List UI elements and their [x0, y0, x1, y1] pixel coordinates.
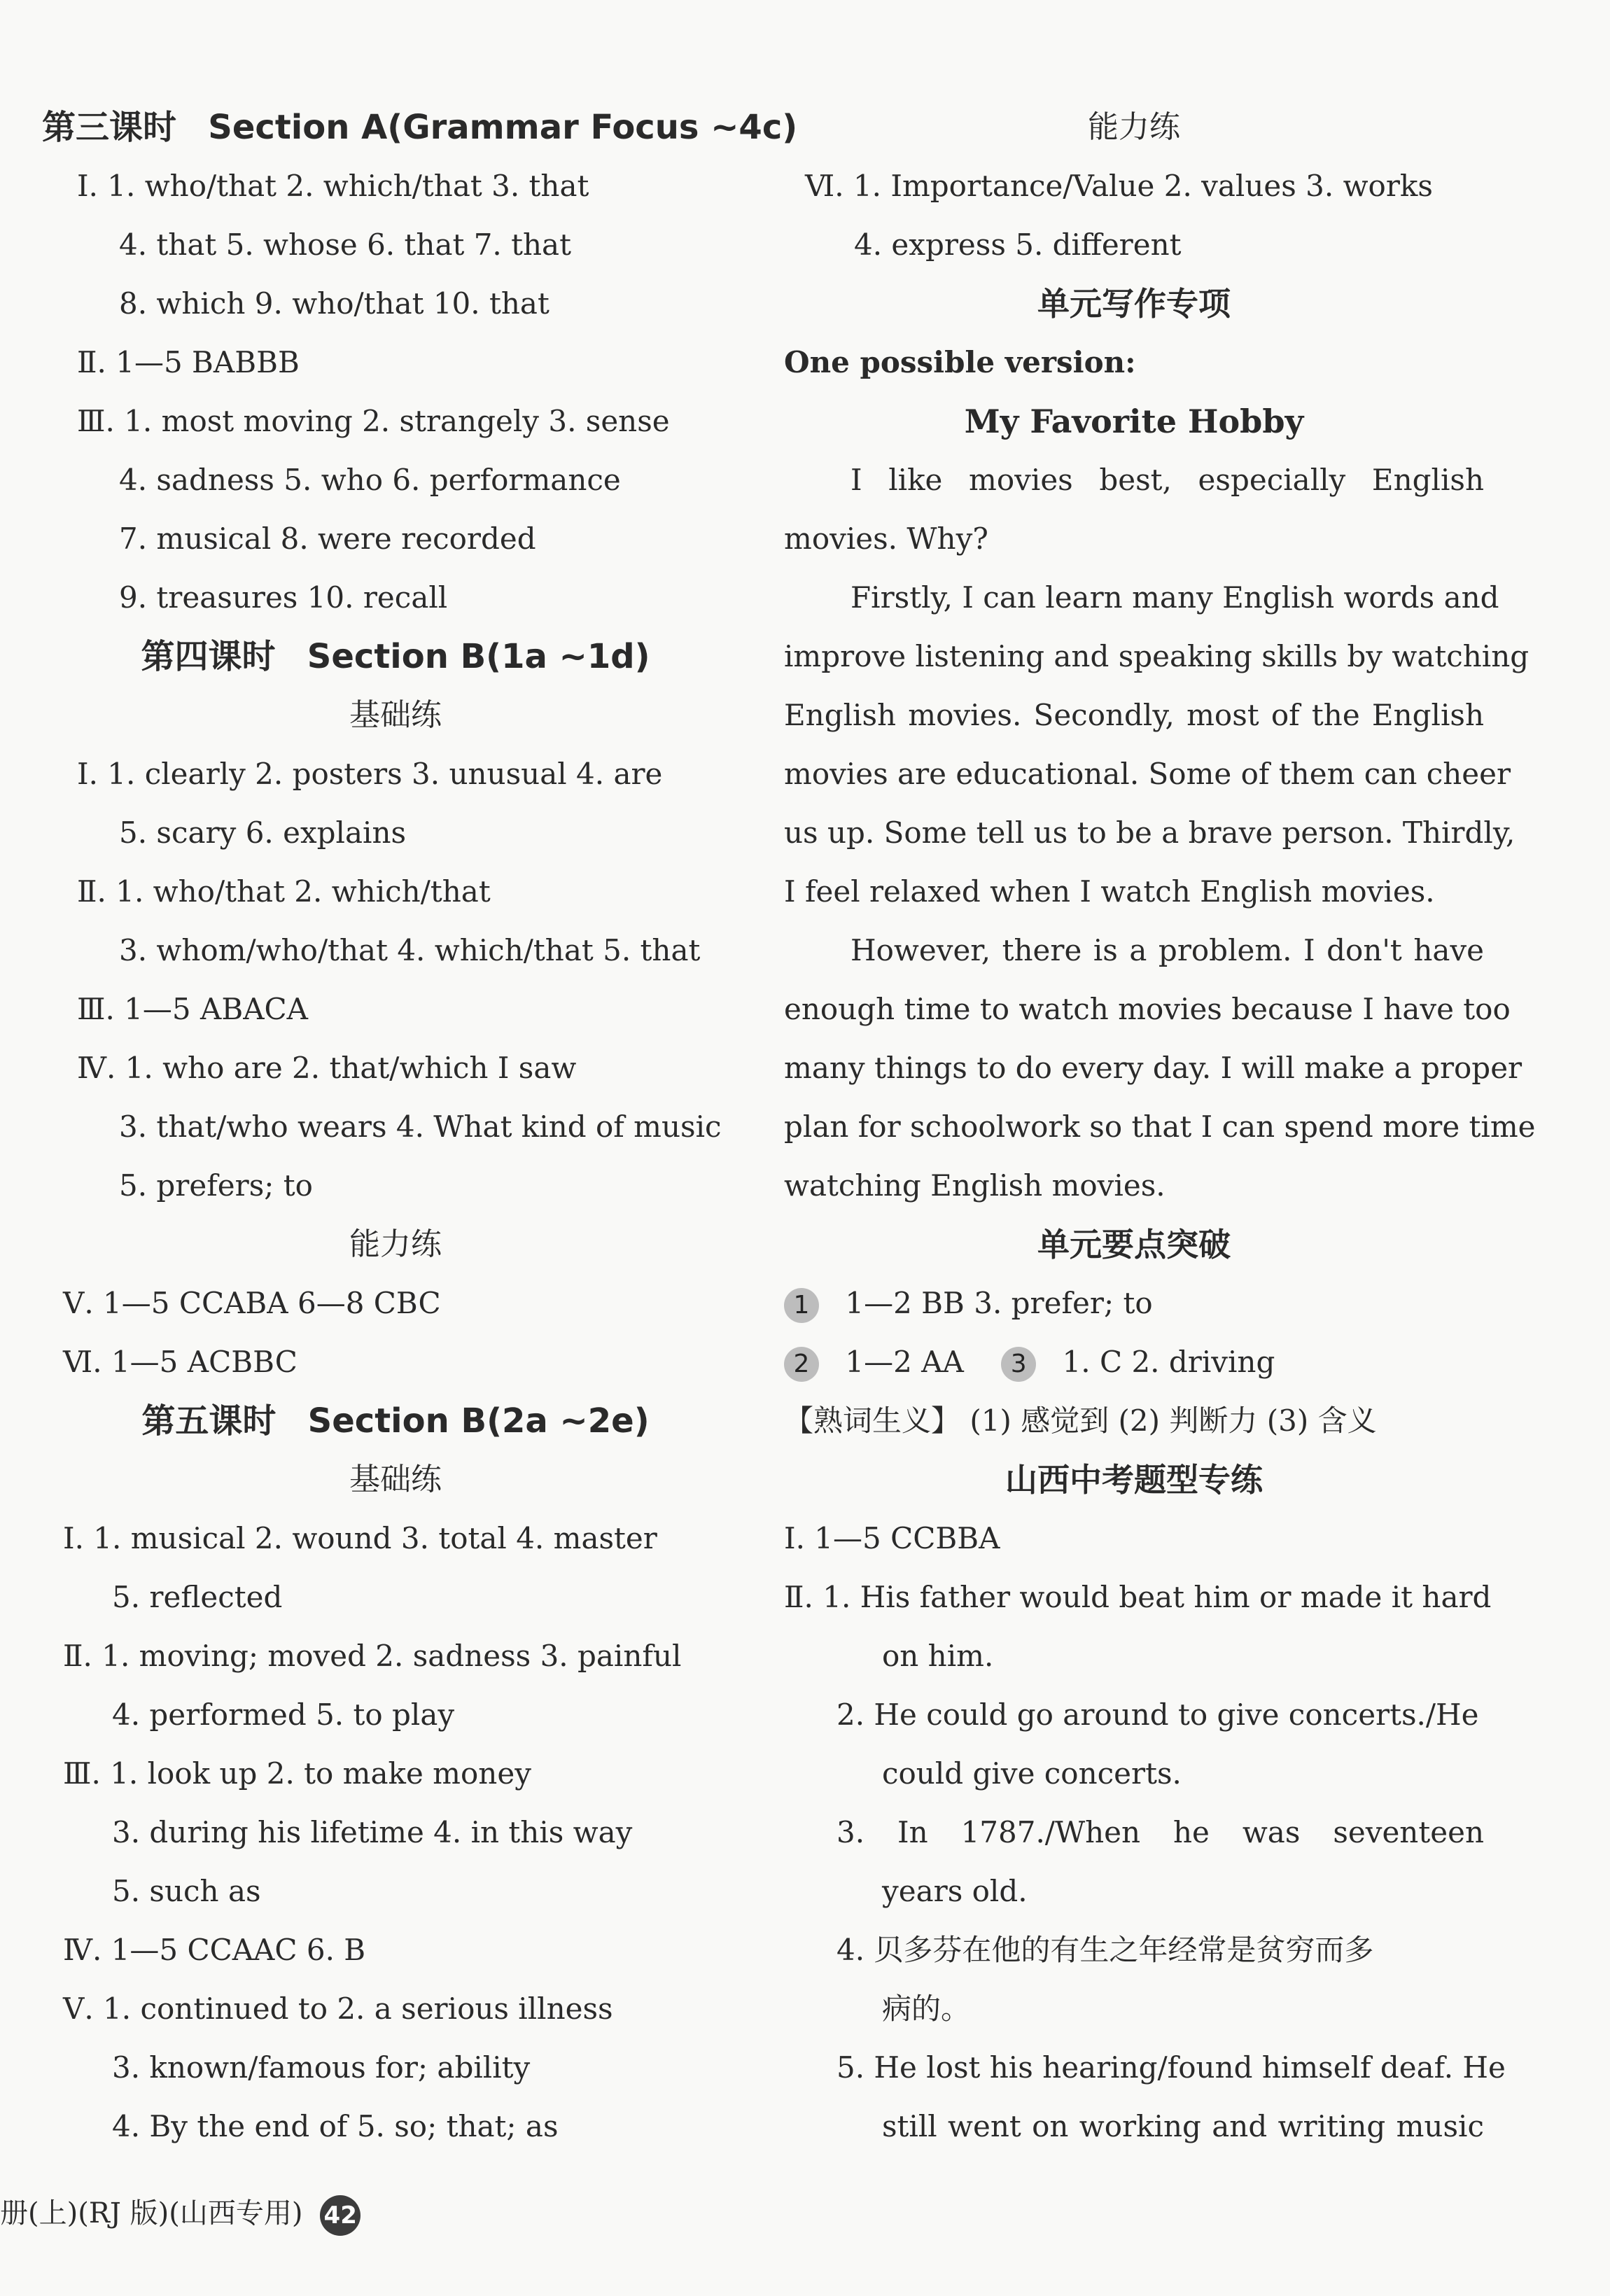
- basic-practice-heading: 基础练: [349, 1462, 442, 1497]
- lesson-4-en: Section B(1a ~1d): [307, 637, 650, 676]
- answer-line: Ⅱ. 1. who/that 2. which/that: [77, 874, 491, 909]
- answer-line: 3. In 1787./When he was seventeen: [836, 1815, 1484, 1849]
- essay-line: movies are educational. Some of them can cheer: [784, 757, 1511, 791]
- key-point-text: 1—2 BB 3. prefer; to: [845, 1286, 1153, 1320]
- ability-practice-heading: 能力练: [1088, 109, 1180, 145]
- essay-line: improve listening and speaking skills by watching: [784, 639, 1530, 673]
- answer-line: 5. such as: [112, 1874, 261, 1908]
- answer-line: Ⅰ. 1. who/that 2. which/that 3. that: [77, 169, 589, 203]
- ability-practice-heading: 能力练: [349, 1226, 442, 1262]
- answer-line: 5. prefers; to: [119, 1168, 313, 1203]
- essay-line: many things to do every day. I will make a proper: [784, 1051, 1522, 1085]
- key-point-text: 1. C 2. driving: [1062, 1345, 1275, 1379]
- lesson-5-en: Section B(2a ~2e): [307, 1401, 650, 1441]
- answer-line: 3. during his lifetime 4. in this way: [112, 1815, 633, 1849]
- key-points-title: 单元要点突破: [1037, 1226, 1231, 1264]
- familiar-word-new-meaning: 【熟词生义】 (1) 感觉到 (2) 判断力 (3) 含义: [784, 1404, 1377, 1438]
- key-point-line: [784, 1333, 1484, 1392]
- essay-line: However, there is a problem. I don't have: [850, 933, 1484, 967]
- answer-line: 2. He could go around to give concerts./He: [836, 1698, 1479, 1732]
- answer-line: 4. performed 5. to play: [112, 1698, 455, 1732]
- essay-line: enough time to watch movies because I have too: [784, 992, 1511, 1026]
- lesson-4-cn: 第四课时: [141, 637, 276, 676]
- answer-line: Ⅵ. 1. Importance/Value 2. values 3. works: [805, 169, 1433, 203]
- basic-practice-heading: 基础练: [349, 697, 442, 733]
- answer-line: 4. express 5. different: [854, 227, 1182, 262]
- answer-line: Ⅲ. 1. look up 2. to make money: [63, 1756, 531, 1791]
- lesson-3-title: [42, 98, 798, 157]
- answer-line: Ⅴ. 1. continued to 2. a serious illness: [63, 1991, 613, 2026]
- essay-title: My Favorite Hobby: [964, 402, 1304, 440]
- lesson-3-en: Section A(Grammar Focus ~4c): [208, 108, 798, 147]
- shanxi-exam-title: 山西中考题型专练: [1005, 1461, 1263, 1499]
- answer-line: 病的。: [882, 1991, 971, 2026]
- lesson-5-cn: 第五课时: [141, 1401, 276, 1441]
- lesson-3-cn: 第三课时: [42, 108, 177, 147]
- answer-line: Ⅱ. 1. His father would beat him or made it hard: [784, 1580, 1492, 1614]
- number-badge: 2: [784, 1347, 819, 1382]
- essay-line: English movies. Secondly, most of the English: [784, 698, 1484, 732]
- essay-line: us up. Some tell us to be a brave person. Thirdly,: [784, 816, 1516, 850]
- left-column: [42, 98, 798, 2156]
- answer-line: Ⅰ. 1. musical 2. wound 3. total 4. master: [63, 1521, 657, 1555]
- answer-line: 3. that/who wears 4. What kind of music: [119, 1110, 722, 1144]
- footer-text: 册(上)(RJ 版)(山西专用): [0, 2197, 303, 2230]
- answer-line: years old.: [882, 1874, 1028, 1908]
- essay-line: Firstly, I can learn many English words and: [850, 580, 1499, 615]
- answer-line: Ⅱ. 1—5 BABBB: [77, 345, 300, 379]
- answer-line: Ⅳ. 1—5 CCAAC 6. B: [63, 1933, 366, 1967]
- number-badge: 3: [1001, 1347, 1036, 1382]
- answer-line: 8. which 9. who/that 10. that: [119, 286, 550, 321]
- essay-line: plan for schoolwork so that I can spend more time: [784, 1110, 1536, 1144]
- page-number: 42: [320, 2195, 360, 2236]
- key-point-line: [784, 1274, 1484, 1333]
- answer-line: Ⅳ. 1. who are 2. that/which I saw: [77, 1051, 577, 1085]
- lesson-5-title: [42, 1392, 749, 1450]
- answer-line: Ⅲ. 1. most moving 2. strangely 3. sense: [77, 404, 670, 438]
- answer-line: 5. reflected: [112, 1580, 283, 1614]
- essay-line: I like movies best, especially English: [850, 463, 1484, 497]
- right-column: [784, 98, 1536, 2156]
- answer-line: could give concerts.: [882, 1756, 1182, 1791]
- answer-line: 7. musical 8. were recorded: [119, 522, 536, 556]
- key-point-text: 1—2 AA: [845, 1345, 964, 1379]
- answer-line: on him.: [882, 1639, 994, 1673]
- version-label: One possible version:: [784, 345, 1136, 379]
- answer-line: 3. whom/who/that 4. which/that 5. that: [119, 933, 701, 967]
- answer-line: 3. known/famous for; ability: [112, 2050, 531, 2085]
- answer-line: Ⅰ. 1—5 CCBBA: [784, 1521, 1000, 1555]
- essay-line: movies. Why?: [784, 522, 988, 556]
- answer-line: 4. 贝多芬在他的有生之年经常是贫穷而多: [836, 1933, 1374, 1967]
- answer-line: still went on working and writing music: [882, 2109, 1484, 2143]
- writing-section-title: 单元写作专项: [1037, 285, 1231, 323]
- answer-line: Ⅴ. 1—5 CCABA 6—8 CBC: [63, 1286, 441, 1320]
- essay-line: watching English movies.: [784, 1168, 1166, 1203]
- answer-line: 4. that 5. whose 6. that 7. that: [119, 227, 571, 262]
- answer-line: Ⅱ. 1. moving; moved 2. sadness 3. painful: [63, 1639, 682, 1673]
- lesson-4-title: [42, 627, 749, 686]
- answer-line: 4. By the end of 5. so; that; as: [112, 2109, 559, 2143]
- answer-line: Ⅰ. 1. clearly 2. posters 3. unusual 4. are: [77, 757, 663, 791]
- answer-line: Ⅲ. 1—5 ABACA: [77, 992, 308, 1026]
- essay-line: I feel relaxed when I watch English movies.: [784, 874, 1435, 909]
- number-badge: 1: [784, 1288, 819, 1323]
- answer-line: 5. scary 6. explains: [119, 816, 407, 850]
- answer-line: 5. He lost his hearing/found himself deaf. He: [836, 2050, 1506, 2085]
- answer-line: 9. treasures 10. recall: [119, 580, 448, 615]
- page-footer: [0, 2184, 360, 2243]
- answer-line: 4. sadness 5. who 6. performance: [119, 463, 621, 497]
- answer-line: Ⅵ. 1—5 ACBBC: [63, 1345, 298, 1379]
